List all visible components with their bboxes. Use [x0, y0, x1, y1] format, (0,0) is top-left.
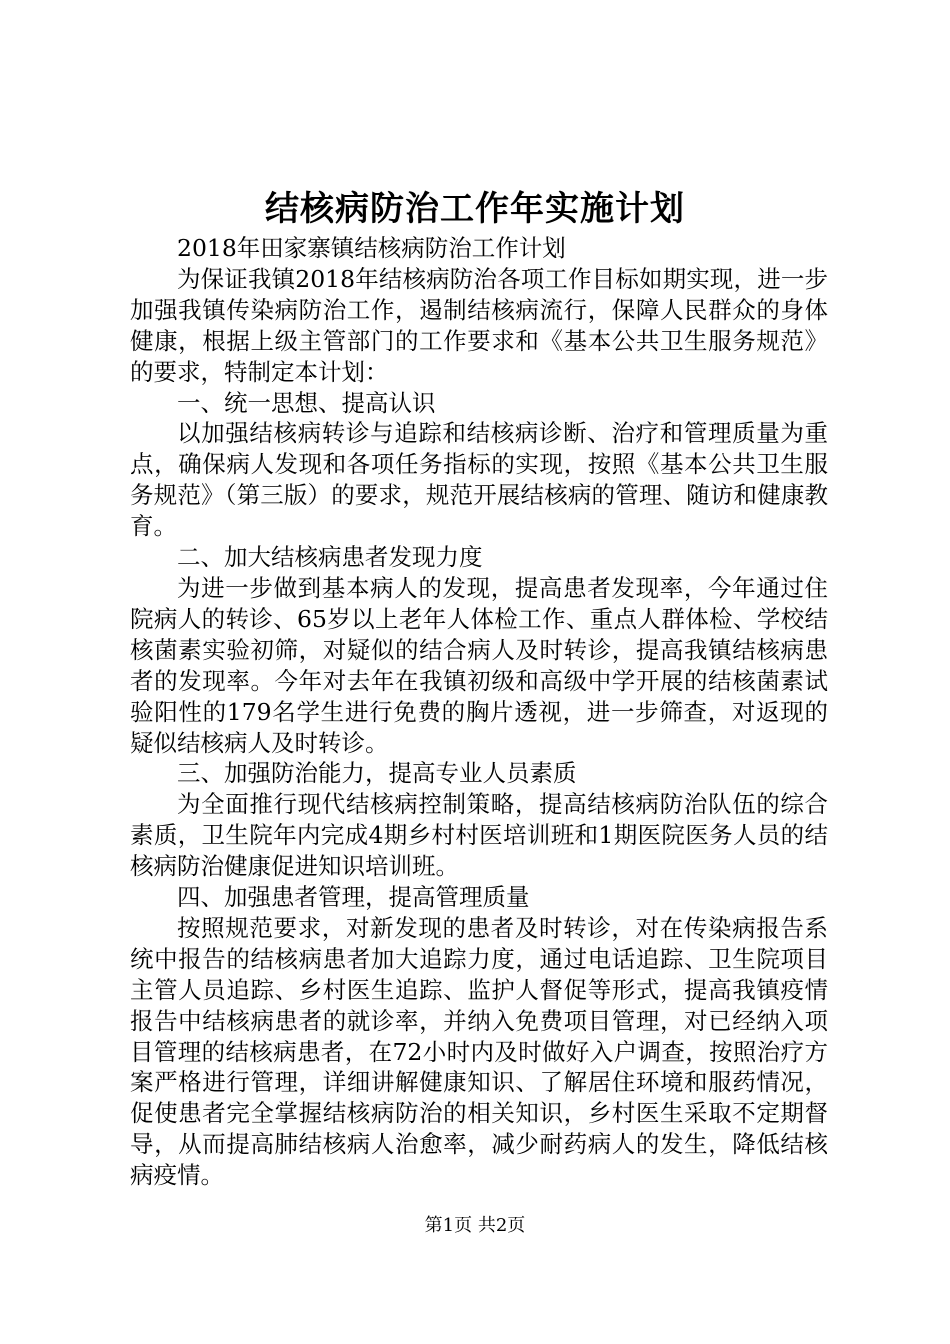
section-paragraph-4: 按照规范要求，对新发现的患者及时转诊，对在传染病报告系统中报告的结核病患者加大追踪力度，通过电话追踪、卫生院项目主管人员追踪、乡村医生追踪、监护人督促等形式，提高我镇疫情报告中结核病患者的就诊率，并纳入免费项目管理，对已经纳入项目管理的结核病患者，在72小时内及时做好入户调查，按照治疗方案严格进行管理，详细讲解健康知识、了解居住环境和服药情况，促使患者完全掌握结核病防治的相关知识，乡村医生采取不定期督导，从而提高肺结核病人治愈率，减少耐药病人的发生，降低结核病疫情。: [130, 913, 828, 1190]
page-number-footer: 第1页 共2页: [424, 1215, 526, 1236]
document-title: 结核病防治工作年实施计划: [265, 189, 685, 229]
section-heading-2: 二、加大结核病患者发现力度: [177, 543, 483, 572]
intro-paragraph: 为保证我镇2018年结核病防治各项工作目标如期实现，进一步加强我镇传染病防治工作，遏制结核病流行，保障人民群众的身体健康，根据上级主管部门的工作要求和《基本公共卫生服务规范》的要求，特制定本计划：: [130, 264, 828, 386]
section-heading-4: 四、加强患者管理，提高管理质量: [177, 883, 530, 912]
section-paragraph-3: 为全面推行现代结核病控制策略，提高结核病防治队伍的综合素质，卫生院年内完成4期乡村村医培训班和1期医院医务人员的结核病防治健康促进知识培训班。: [130, 790, 828, 881]
section-heading-1: 一、统一思想、提高认识: [177, 388, 436, 417]
document-body: [130, 233, 828, 1191]
section-paragraph-2: 为进一步做到基本病人的发现，提高患者发现率，今年通过住院病人的转诊、65岁以上老年人体检工作、重点人群体检、学校结核菌素实验初筛，对疑似的结合病人及时转诊，提高我镇结核病患者的发现率。今年对去年在我镇初级和高级中学开展的结核菌素试验阳性的179名学生进行免费的胸片透视，进一步筛查，对返现的疑似结核病人及时转诊。: [130, 573, 828, 757]
section-paragraph-1: 以加强结核病转诊与追踪和结核病诊断、治疗和管理质量为重点，确保病人发现和各项任务指标的实现，按照《基本公共卫生服务规范》（第三版）的要求，规范开展结核病的管理、随访和健康教育。: [130, 419, 828, 541]
section-heading-3: 三、加强防治能力，提高专业人员素质: [177, 759, 577, 788]
plan-subtitle: 2018年田家寨镇结核病防治工作计划: [177, 234, 566, 262]
